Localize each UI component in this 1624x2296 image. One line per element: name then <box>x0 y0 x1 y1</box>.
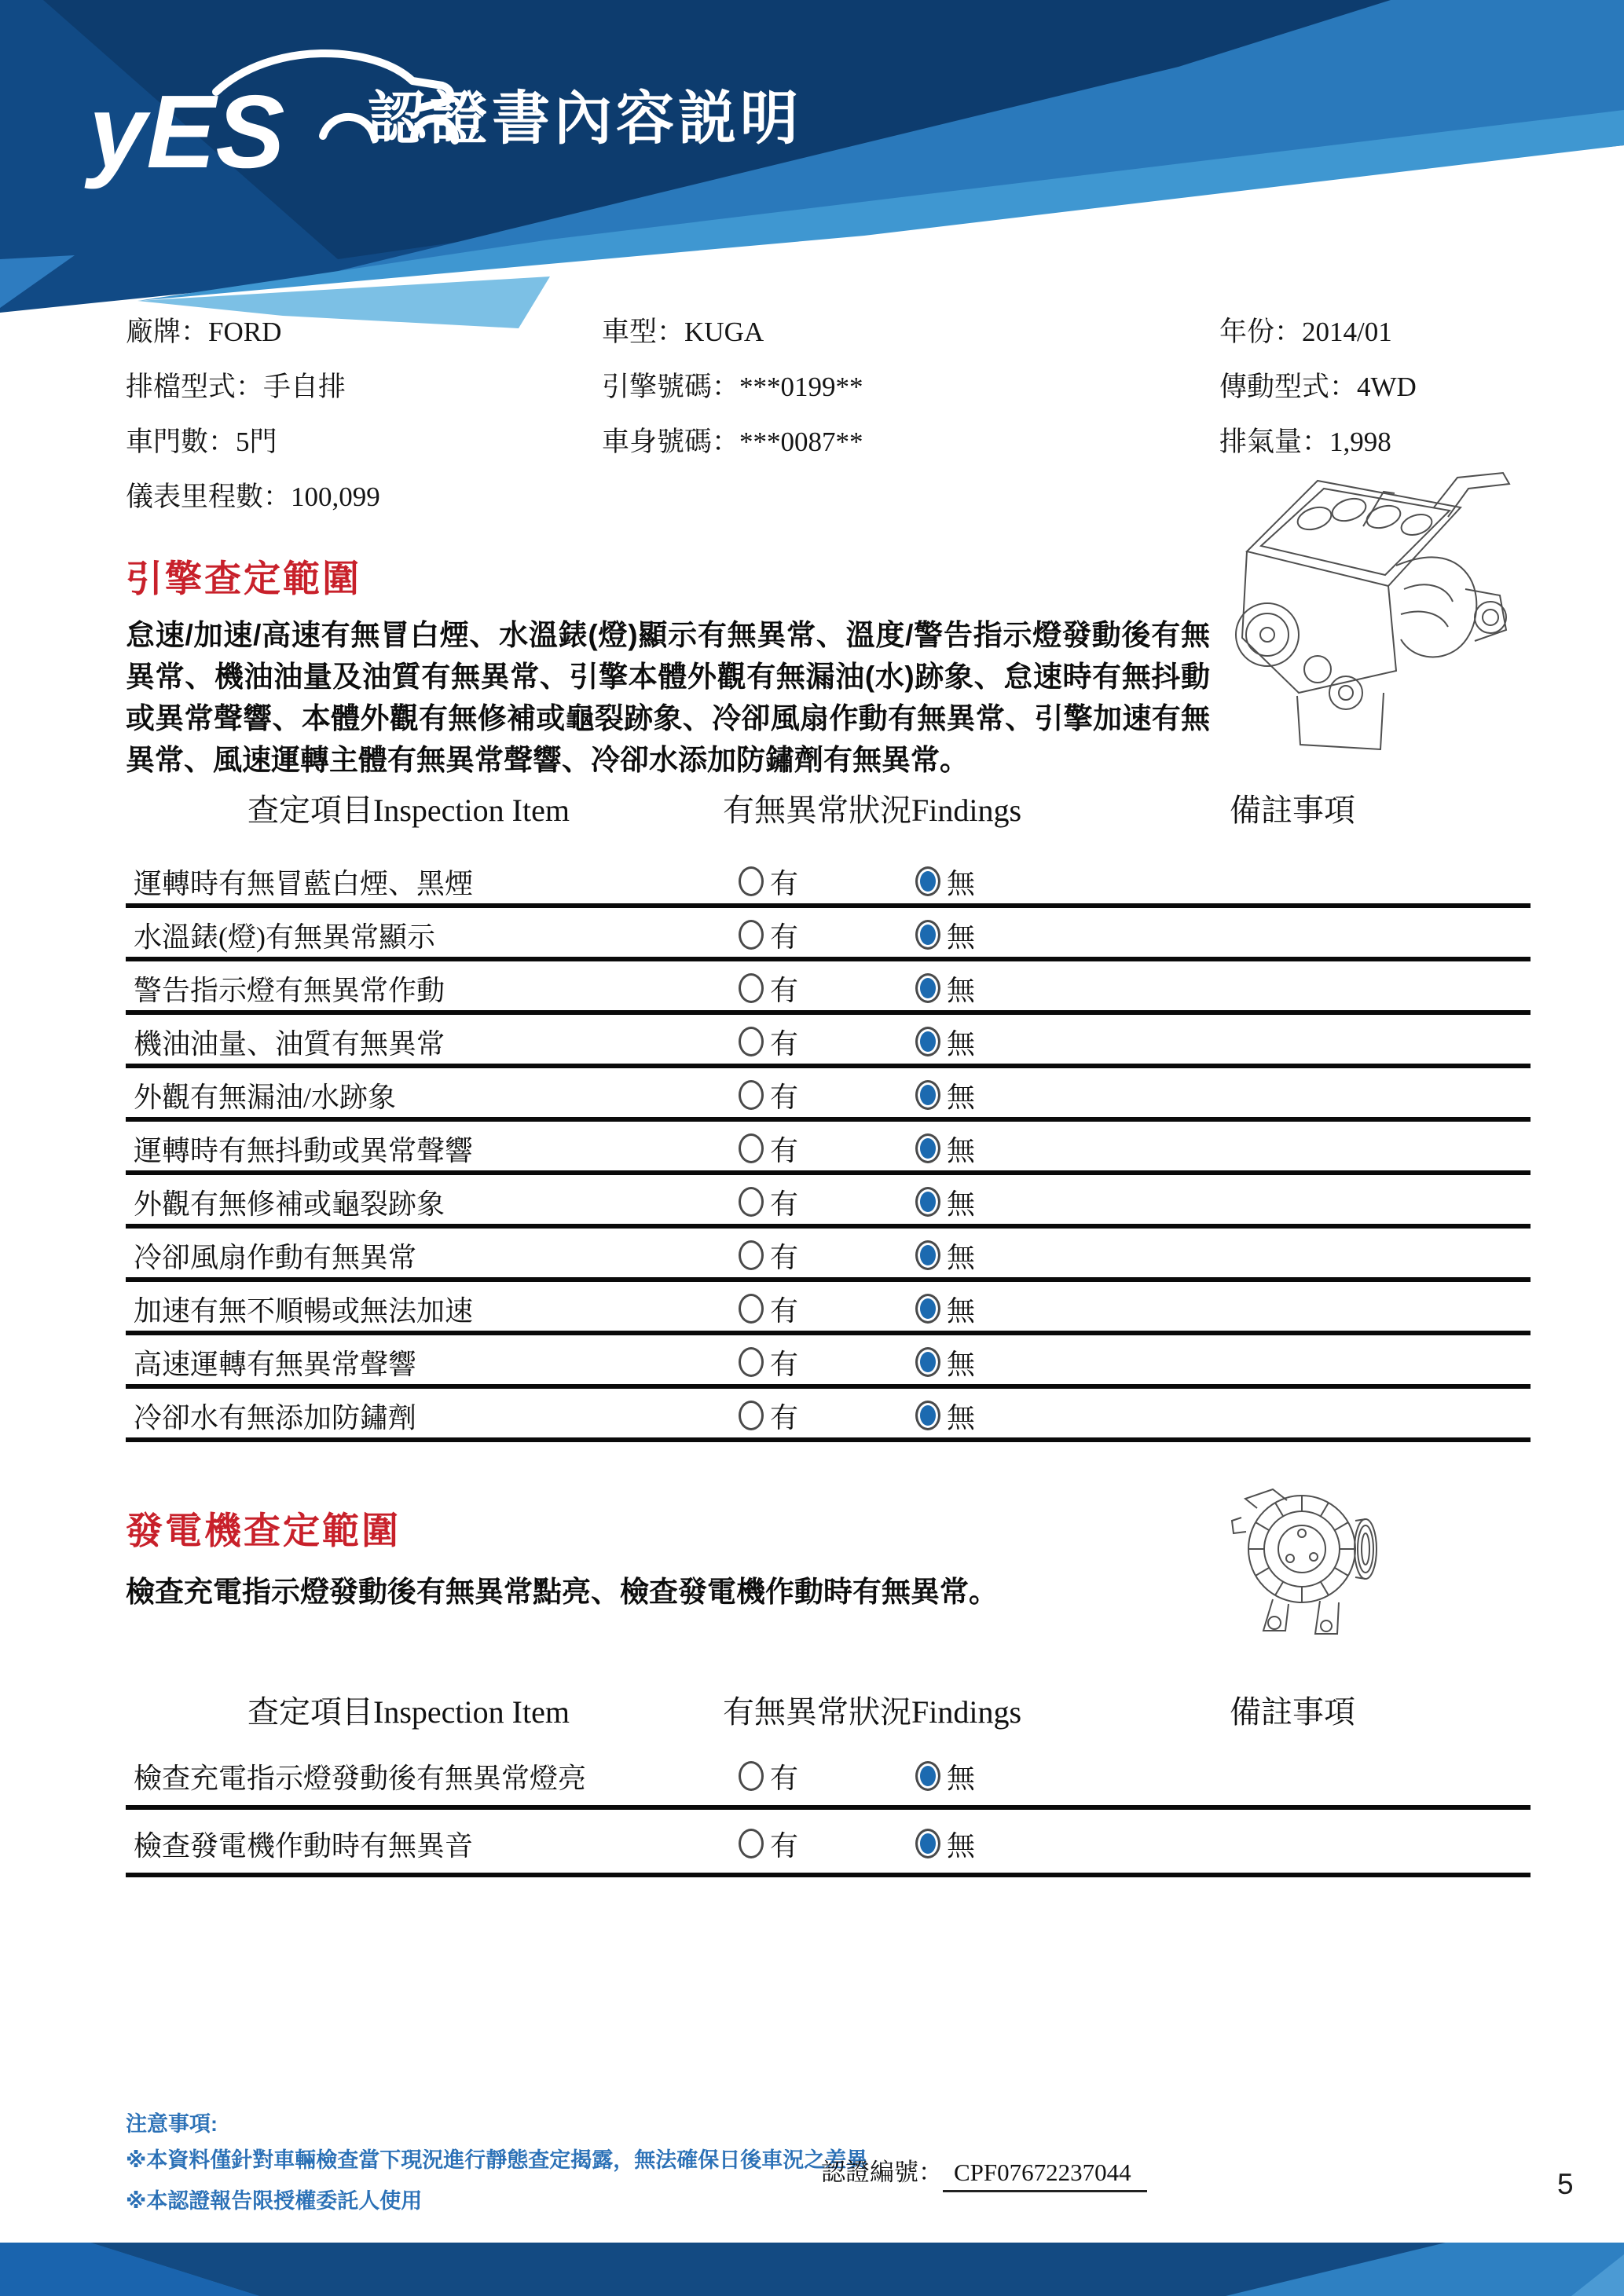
info-vin: 車身號碼：***0087** <box>602 427 863 457</box>
radio-circle[interactable] <box>915 1761 940 1791</box>
radio-circle[interactable] <box>739 1294 764 1324</box>
radio-circle[interactable] <box>915 1133 940 1163</box>
info-transmission-type: 排檔型式：手自排 <box>126 372 346 402</box>
radio-yes[interactable]: 有 <box>739 1122 798 1175</box>
page-number: 5 <box>1557 2168 1574 2200</box>
radio-yes[interactable]: 有 <box>739 1335 798 1389</box>
table-row <box>126 1175 1531 1229</box>
table-row <box>126 961 1531 1015</box>
radio-no[interactable]: 無 <box>915 1068 975 1122</box>
inspection-item-label: 冷卻風扇作動有無異常 <box>134 1241 417 1273</box>
table-row <box>126 908 1531 961</box>
info-drivetrain: 傳動型式：4WD <box>1219 372 1417 402</box>
logo-text: yES <box>89 74 285 189</box>
table-row <box>126 1282 1531 1335</box>
certificate-number-value: CPF07672237044 <box>943 2159 1147 2192</box>
radio-circle[interactable] <box>915 1829 940 1858</box>
radio-yes[interactable]: 有 <box>739 1282 798 1335</box>
info-displacement: 排氣量：1,998 <box>1219 427 1391 457</box>
info-year: 年份：2014/01 <box>1219 317 1392 347</box>
row-divider <box>126 1437 1531 1442</box>
table2-header-findings: 有無異常狀況Findings <box>722 1694 1022 1730</box>
radio-no[interactable]: 無 <box>915 855 975 908</box>
radio-no[interactable]: 無 <box>915 1742 975 1810</box>
radio-circle[interactable] <box>739 1240 764 1270</box>
inspection-item-label: 高速運轉有無異常聲響 <box>134 1348 417 1380</box>
inspection-item-label: 檢查充電指示燈發動後有無異常燈亮 <box>134 1762 587 1794</box>
inspection-item-label: 運轉時有無抖動或異常聲響 <box>134 1134 474 1166</box>
table-row <box>126 1810 1531 1877</box>
radio-no[interactable]: 無 <box>915 1229 975 1282</box>
table2-header-remarks: 備註事項 <box>1230 1694 1355 1730</box>
table1-header-item: 查定項目Inspection Item <box>247 793 570 828</box>
alternator-section-heading: 發電機查定範圍 <box>126 1510 401 1551</box>
inspection-item-label: 冷卻水有無添加防鏽劑 <box>134 1401 417 1434</box>
radio-yes[interactable]: 有 <box>739 1175 798 1229</box>
radio-no[interactable]: 無 <box>915 1810 975 1877</box>
radio-circle[interactable] <box>739 973 764 1003</box>
radio-no[interactable]: 無 <box>915 1389 975 1442</box>
inspection-item-label: 運轉時有無冒藍白煙、黑煙 <box>134 867 474 899</box>
vehicle-info-col1 <box>126 305 380 525</box>
radio-circle[interactable] <box>739 1187 764 1217</box>
engine-section-heading: 引擎查定範圍 <box>126 558 361 599</box>
engine-illustration <box>1198 432 1536 782</box>
table-row <box>126 1389 1531 1442</box>
alternator-section-description: 檢查充電指示燈發動後有無異常點亮、檢查發電機作動時有無異常。 <box>126 1576 998 1608</box>
radio-yes[interactable]: 有 <box>739 855 798 908</box>
inspection-item-label: 檢查發電機作動時有無異音 <box>134 1829 474 1862</box>
radio-circle[interactable] <box>739 1133 764 1163</box>
radio-circle[interactable] <box>739 920 764 950</box>
radio-circle[interactable] <box>739 1829 764 1858</box>
row-divider <box>126 1873 1531 1877</box>
table1-header-remarks: 備註事項 <box>1230 793 1355 828</box>
radio-circle[interactable] <box>739 1027 764 1056</box>
radio-circle[interactable] <box>915 973 940 1003</box>
radio-circle[interactable] <box>915 920 940 950</box>
radio-circle[interactable] <box>739 1080 764 1110</box>
footer-banner <box>0 2243 1624 2296</box>
inspection-item-label: 加速有無不順暢或無法加速 <box>134 1294 474 1327</box>
alternator-illustration <box>1226 1477 1414 1646</box>
table1-header-findings: 有無異常狀況Findings <box>722 793 1022 828</box>
radio-circle[interactable] <box>915 1347 940 1377</box>
radio-circle[interactable] <box>739 866 764 896</box>
table-row <box>126 1229 1531 1282</box>
radio-circle[interactable] <box>915 1401 940 1430</box>
radio-no[interactable]: 無 <box>915 961 975 1015</box>
radio-yes[interactable]: 有 <box>739 908 798 961</box>
table-row <box>126 855 1531 908</box>
page-title: 認證書內容説明 <box>368 86 802 151</box>
radio-circle[interactable] <box>915 1027 940 1056</box>
radio-yes[interactable]: 有 <box>739 1742 798 1810</box>
table-row <box>126 1015 1531 1068</box>
engine-section-description: 怠速/加速/高速有無冒白煙、水溫錶(燈)顯示有無異常、溫度/警告指示燈發動後有無異常、機油油量及油質有無異常、引擎本體外觀有無漏油(水)跡象、怠速時有無抖動或異常聲響、本體外觀有無修補或龜裂跡象、冷卻風扇作動有無異常、引擎加速有無異常、風速運轉主體有無異常聲響、冷卻水添加防鏽劑有無異常。 <box>126 619 1210 776</box>
radio-yes[interactable]: 有 <box>739 1068 798 1122</box>
inspection-item-label: 外觀有無修補或龜裂跡象 <box>134 1188 445 1220</box>
radio-circle[interactable] <box>915 1294 940 1324</box>
radio-yes[interactable]: 有 <box>739 1810 798 1877</box>
radio-yes[interactable]: 有 <box>739 961 798 1015</box>
radio-no[interactable]: 無 <box>915 1122 975 1175</box>
radio-yes[interactable]: 有 <box>739 1229 798 1282</box>
notes-title: 注意事項: <box>126 2112 218 2136</box>
info-brand: 廠牌：FORD <box>126 317 282 347</box>
vehicle-info-col2 <box>602 305 863 470</box>
radio-circle[interactable] <box>915 1187 940 1217</box>
radio-circle[interactable] <box>739 1347 764 1377</box>
radio-circle[interactable] <box>915 866 940 896</box>
table-row <box>126 1335 1531 1389</box>
inspection-item-label: 水溫錶(燈)有無異常顯示 <box>134 921 435 953</box>
inspection-item-label: 外觀有無漏油/水跡象 <box>134 1081 397 1113</box>
table-row <box>126 1122 1531 1175</box>
table-row <box>126 1068 1531 1122</box>
table-row <box>126 1742 1531 1810</box>
table2-header-item: 查定項目Inspection Item <box>247 1694 570 1730</box>
radio-no[interactable]: 無 <box>915 1015 975 1068</box>
radio-no[interactable]: 無 <box>915 1175 975 1229</box>
note-line-2: ※本認證報告限授權委託人使用 <box>126 2189 423 2213</box>
note-line-1: ※本資料僅針對車輛檢查當下現況進行靜態查定揭露，無法確保日後車況之差異 <box>126 2148 868 2172</box>
radio-yes[interactable]: 有 <box>739 1389 798 1442</box>
info-model: 車型：KUGA <box>602 317 764 347</box>
certificate-number-label: 認證編號： <box>821 2159 943 2186</box>
radio-no[interactable]: 無 <box>915 908 975 961</box>
radio-no[interactable]: 無 <box>915 1335 975 1389</box>
radio-no[interactable]: 無 <box>915 1282 975 1335</box>
radio-circle[interactable] <box>915 1240 940 1270</box>
radio-yes[interactable]: 有 <box>739 1015 798 1068</box>
radio-circle[interactable] <box>739 1761 764 1791</box>
radio-circle[interactable] <box>739 1401 764 1430</box>
info-doors: 車門數：5門 <box>126 427 277 457</box>
radio-circle[interactable] <box>915 1080 940 1110</box>
certificate-number-line <box>821 2152 1147 2188</box>
info-odometer: 儀表里程數：100,099 <box>126 482 380 512</box>
inspection-item-label: 警告指示燈有無異常作動 <box>134 974 445 1006</box>
info-engine-no: 引擎號碼：***0199** <box>602 372 863 402</box>
inspection-item-label: 機油油量、油質有無異常 <box>134 1027 445 1060</box>
